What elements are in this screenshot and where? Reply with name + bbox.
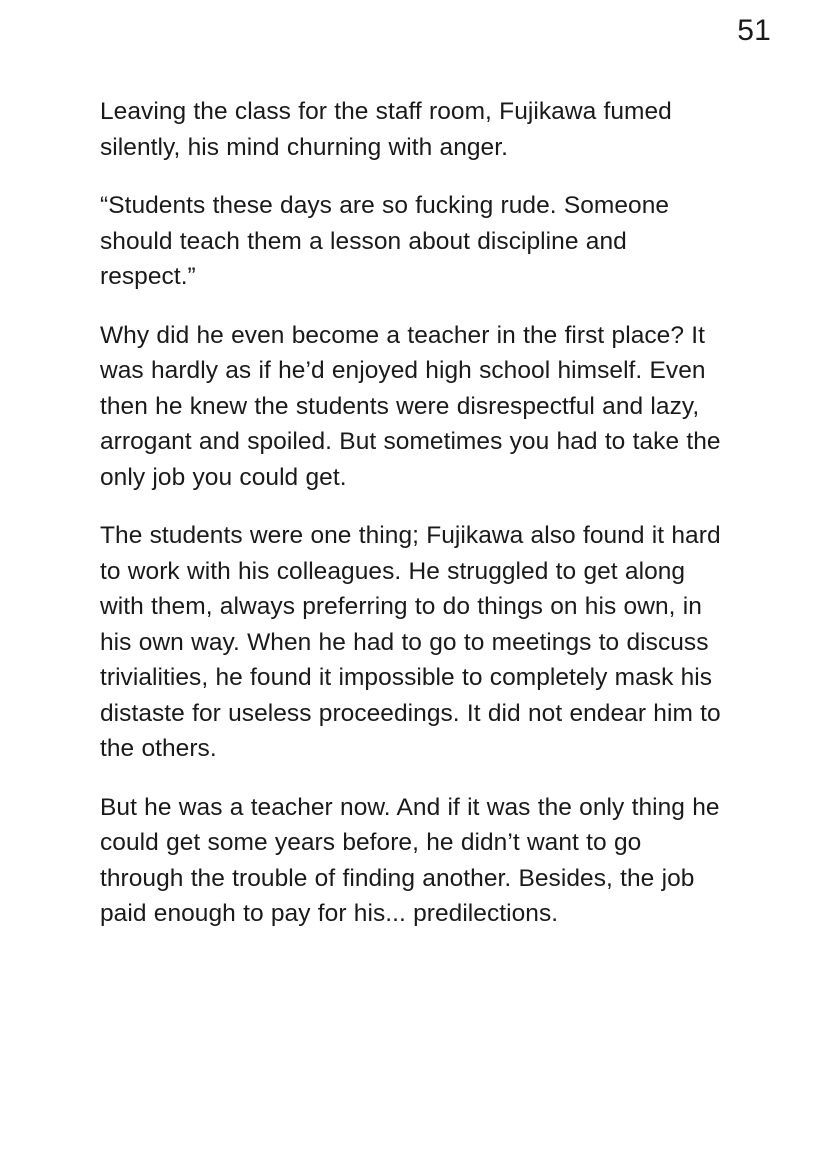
page-number: 51	[737, 14, 771, 47]
paragraph: The students were one thing; Fujikawa also found it hard to work with his colleagues. He struggled to get along with them, always preferring to do things on his own, in his own way. When he had to go to meetings to discuss trivialities, he found it impossible to completely mask his distaste for useless proceedings. It did not endear him to the others.	[100, 522, 721, 762]
paragraph: Why did he even become a teacher in the first place? It was hardly as if he’d enjoyed high school himself. Even then he knew the students were disrespectful and lazy, arrogant and spoiled. But sometimes you had to take the only job you could get.	[100, 321, 721, 491]
paragraph: But he was a teacher now. And if it was the only thing he could get some years before, he didn’t want to go through the trouble of finding another. Besides, the job paid enough to pay for his... predilections.	[100, 793, 720, 927]
paragraph: Leaving the class for the staff room, Fujikawa fumed silently, his mind churning with anger.	[100, 98, 672, 161]
page-body-text	[100, 94, 725, 932]
paragraph: “Students these days are so fucking rude. Someone should teach them a lesson about discipline and respect.”	[100, 192, 670, 290]
